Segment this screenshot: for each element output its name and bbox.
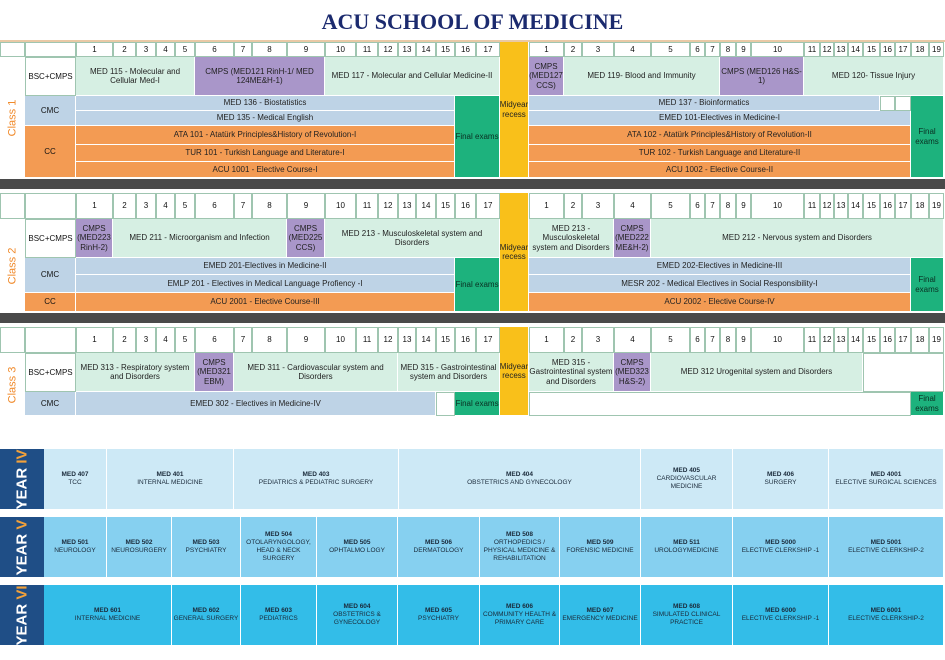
class3-blank-label (0, 327, 25, 353)
class3-week-number: 7 (705, 327, 720, 353)
class1-week-number: 5 (175, 42, 195, 57)
class1-week-number: 4 (156, 42, 175, 57)
class3-week-number: 1 (529, 327, 564, 353)
class1-week-number: 1 (76, 42, 113, 57)
rotation-cell (480, 585, 560, 645)
rotation-code: MED 506 (424, 538, 453, 546)
rotation-cell (44, 585, 172, 645)
rotation-cell (107, 449, 234, 509)
rotation-name: ELECTIVE CLERKSHIP-2 (848, 547, 924, 554)
class3-med311: MED 311 - Cardiovascular system and Disorders (234, 353, 398, 392)
year-label-text (14, 519, 31, 575)
class1-week-number: 13 (398, 42, 416, 57)
class2-week-number: 4 (156, 193, 175, 219)
class2-label-text: Class 2 (6, 247, 18, 284)
rotation-name: ELECTIVE CLERKSHIP -1 (741, 547, 820, 554)
class1-week-number: 16 (880, 42, 895, 57)
class3-week-number: 8 (252, 327, 287, 353)
class1-week-number: 10 (751, 42, 804, 57)
rotation-code: MED 505 (343, 538, 371, 546)
class3-week-number: 8 (720, 327, 736, 353)
class2-week-number: 10 (751, 193, 804, 219)
class1-med137: MED 137 - Bioinformatics (529, 96, 880, 111)
class3-blank-bsc (863, 353, 944, 392)
class2-med213a: MED 213 - Musculoskeletal system and Disorders (325, 219, 500, 258)
class1-week-number: 17 (476, 42, 500, 57)
class1-week-number: 7 (234, 42, 252, 57)
class3-week-number: 3 (136, 327, 156, 353)
class3-week-number: 17 (895, 327, 911, 353)
year-label-text (14, 449, 31, 509)
class1-acu1001: ACU 1001 - Elective Course-I (76, 162, 455, 178)
rotation-code: MED 4001 (870, 470, 902, 478)
class1-cmps-3: CMPS (MED126 H&S-1) (720, 57, 804, 96)
class2-row-cmc: CMC (25, 258, 76, 293)
class3-week-number: 2 (113, 327, 136, 353)
rotation-code: MED 504 (264, 530, 293, 538)
class3-week-number: 6 (690, 327, 705, 353)
class2-cmps-1: CMPS (MED223 RinH-2) (76, 219, 113, 258)
class1-week-number: 6 (690, 42, 705, 57)
rotation-code: MED 602 (192, 606, 220, 614)
class2-week-number: 5 (175, 193, 195, 219)
class1-row-cc: CC (25, 126, 76, 178)
class2-acu2001: ACU 2001 - Elective Course-III (76, 293, 455, 312)
class3-emed302: EMED 302 - Electives in Medicine-IV (76, 392, 436, 416)
class3-med315b: MED 315 - Gastrointestinal system and Disorders (529, 353, 614, 392)
class2-week-number: 1 (529, 193, 564, 219)
class2-final-2: Final exams (911, 258, 944, 312)
rotation-name: OBSTETRICS & GYNECOLOGY (333, 610, 381, 627)
class3-week-number: 15 (863, 327, 880, 353)
rotation-name: ELECTIVE CLERKSHIP -1 (741, 615, 820, 622)
rotation-name: PEDIATRICS (259, 615, 298, 622)
rotation-code: MED 5000 (765, 538, 796, 546)
rotation-cell (641, 585, 733, 645)
rotation-name: INTERNAL MEDICINE (137, 479, 203, 486)
class1-week-number: 7 (705, 42, 720, 57)
rotation-code: MED 5001 (870, 538, 902, 546)
year-word: YEAR (13, 463, 31, 510)
class1-final-2: Final exams (911, 96, 944, 178)
class2-week-number: 17 (895, 193, 911, 219)
class2-week-number: 17 (476, 193, 500, 219)
year-word: YEAR (13, 529, 31, 575)
rotation-cell (172, 517, 241, 577)
rotation-name: OTOLARYNGOLOGY, HEAD & NECK SURGERY (246, 538, 311, 563)
rotation-cell (234, 449, 399, 509)
class3-week-number: 12 (820, 327, 834, 353)
rotation-code: MED 407 (61, 470, 89, 478)
class1-med119: MED 119- Blood and Immunity (564, 57, 720, 96)
class1-emed101: EMED 101-Electives in Medicine-I (529, 111, 911, 126)
class3-cmps-1: CMPS (MED321 EBM) (195, 353, 234, 392)
class1-row-bsc: BSC+CMPS (25, 57, 76, 96)
rotation-cell (44, 517, 107, 577)
rotation-code: MED 404 (505, 470, 534, 478)
class2-final-1: Final exams (455, 258, 500, 312)
rotation-cell (829, 449, 944, 509)
rotation-name: OBSTETRICS AND GYNECOLOGY (467, 479, 572, 486)
class1-week-number: 15 (863, 42, 880, 57)
class1-blank-2 (895, 96, 911, 111)
rotation-cell (317, 517, 398, 577)
class1-week-number: 12 (820, 42, 834, 57)
rotation-cell (641, 449, 733, 509)
class2-week-number: 14 (416, 193, 436, 219)
class3-week-number: 6 (195, 327, 234, 353)
class2-week-number: 11 (804, 193, 820, 219)
year-label-text (14, 585, 31, 645)
class1-med117: MED 117 - Molecular and Cellular Medicine-II (325, 57, 500, 96)
rotation-name: PSYCHIATRY (418, 615, 459, 622)
rotation-name: SIMULATED CLINICAL PRACTICE (652, 610, 721, 627)
class3-week-number: 16 (880, 327, 895, 353)
class3-row-bsc: BSC+CMPS (25, 353, 76, 392)
class3-row-cmc: CMC (25, 392, 76, 416)
class3-blank-cmc (436, 392, 455, 416)
class2-med212: MED 212 - Nervous system and Disorders (651, 219, 944, 258)
class2-week-number: 5 (651, 193, 690, 219)
class3-week-number: 13 (834, 327, 848, 353)
class1-week-number: 13 (834, 42, 848, 57)
class3-week-number: 12 (378, 327, 398, 353)
class1-label (0, 57, 24, 178)
rotation-name: SURGERY (764, 479, 797, 486)
class3-med313: MED 313 - Respiratory system and Disorders (76, 353, 195, 392)
rotation-code: MED 508 (505, 530, 534, 538)
class3-week-number: 14 (416, 327, 436, 353)
rotation-code: MED 406 (766, 470, 795, 478)
rotation-code: MED 503 (192, 538, 220, 546)
class3-week-number: 2 (564, 327, 582, 353)
class3-label-text: Class 3 (6, 366, 18, 403)
rotation-cell (560, 585, 641, 645)
rotation-cell (480, 517, 560, 577)
class3-week-number: 18 (911, 327, 929, 353)
rotation-cell (641, 517, 733, 577)
class2-row-bsc: BSC+CMPS (25, 219, 76, 258)
class1-week-number: 9 (736, 42, 751, 57)
class1-week-number: 18 (911, 42, 929, 57)
rotation-code: MED 6000 (765, 606, 796, 614)
class1-week-number: 11 (356, 42, 378, 57)
rotation-name: EMERGENCY MEDICINE (562, 615, 638, 622)
class2-week-number: 16 (455, 193, 476, 219)
class1-tur102: TUR 102 - Turkish Language and Literature-II (529, 145, 911, 162)
rotation-name: CARDIOVASCULAR MEDICINE (656, 474, 717, 491)
class2-emed201: EMED 201-Electives in Medicine-II (76, 258, 455, 275)
class1-week-number: 14 (416, 42, 436, 57)
class3-label (0, 353, 24, 416)
class1-cmps-2: CMPS (MED127 CCS) (529, 57, 564, 96)
class2-week-number: 6 (690, 193, 705, 219)
class2-cmps-3: CMPS (MED222 ME&H-2) (614, 219, 651, 258)
rotation-name: INTERNAL MEDICINE (74, 615, 141, 622)
rotation-cell (733, 517, 829, 577)
class1-week-number: 14 (848, 42, 863, 57)
class2-week-number: 6 (195, 193, 234, 219)
class3-week-number: 9 (287, 327, 325, 353)
class1-week-number: 16 (455, 42, 476, 57)
rotation-code: MED 501 (61, 538, 89, 546)
year-roman: VI (13, 584, 31, 600)
class3-week-number: 15 (436, 327, 455, 353)
class1-med136: MED 136 - Biostatistics (76, 96, 455, 111)
class1-week-number: 6 (195, 42, 234, 57)
class3-med312: MED 312 Urogenital system and Disorders (651, 353, 863, 392)
class1-week-number: 1 (529, 42, 564, 57)
class3-cmps-2: CMPS (MED323 H&S-2) (614, 353, 651, 392)
rotation-code: MED 401 (156, 470, 184, 478)
class3-final-1: Final exams (455, 392, 500, 416)
class2-week-number: 3 (582, 193, 614, 219)
class1-row-cmc: CMC (25, 96, 76, 126)
rotation-cell (398, 517, 480, 577)
class1-med120: MED 120- Tissue Injury (804, 57, 944, 96)
rotation-name: OPHTALMO LOGY (329, 547, 385, 554)
class3-week-number: 16 (455, 327, 476, 353)
class1-label-text: Class 1 (6, 99, 18, 136)
class2-week-number: 16 (880, 193, 895, 219)
rotation-code: MED 604 (343, 602, 371, 610)
section-separator (0, 313, 945, 323)
rotation-cell (241, 585, 317, 645)
class1-cmps-1: CMPS (MED121 RinH-1/ MED 124ME&H-1) (195, 57, 325, 96)
rotation-cell (829, 585, 944, 645)
class3-week-number: 11 (804, 327, 820, 353)
class2-week-number: 12 (820, 193, 834, 219)
rotation-name: ORTHOPEDICS / PHYSICAL MEDICINE & REHABILITATION (483, 538, 556, 563)
class2-blank-label (0, 193, 25, 219)
rotation-code: MED 608 (672, 602, 701, 610)
rotation-code: MED 607 (586, 606, 614, 614)
class2-emlp201: EMLP 201 - Electives in Medical Language Profiency -I (76, 275, 455, 293)
class1-week-number: 4 (614, 42, 651, 57)
year-word: YEAR (13, 599, 31, 646)
class1-week-number: 12 (378, 42, 398, 57)
rotation-cell (560, 517, 641, 577)
class1-week-number: 15 (436, 42, 455, 57)
rotation-name: NEUROLOGY (54, 547, 96, 554)
rotation-name: PSYCHIATRY (185, 547, 227, 554)
rotation-name: PEDIATRICS & PEDIATRIC SURGERY (258, 479, 374, 486)
class2-med213b: MED 213 - Musculoskeletal system and Disorders (529, 219, 614, 258)
rotation-cell (107, 517, 172, 577)
year-roman: V (13, 519, 31, 530)
class1-med135: MED 135 - Medical English (76, 111, 455, 126)
class1-med115: MED 115 - Molecular and Cellular Med-I (76, 57, 195, 96)
section-separator (0, 179, 945, 189)
class3-week-number: 4 (156, 327, 175, 353)
class2-row-cc: CC (25, 293, 76, 312)
class1-ata102: ATA 102 - Atatürk Principles&History of Revolution-II (529, 126, 911, 145)
rotation-name: COMMUNITY HEALTH & PRIMARY CARE (482, 610, 557, 627)
class2-week-number: 2 (564, 193, 582, 219)
rotation-code: MED 603 (264, 606, 293, 614)
rotation-cell (172, 585, 241, 645)
class3-blank-type (25, 327, 76, 353)
class3-week-number: 5 (651, 327, 690, 353)
class3-week-number: 4 (614, 327, 651, 353)
class1-week-number: 11 (804, 42, 820, 57)
class2-week-number: 12 (378, 193, 398, 219)
rotation-name: ELECTIVE CLERKSHIP-2 (848, 615, 924, 622)
class2-midyear-recess: Midyear recess (500, 193, 529, 312)
rotation-name: ELECTIVE SURGICAL SCIENCES (835, 479, 937, 486)
class2-week-number: 11 (356, 193, 378, 219)
class2-med211: MED 211 - Microorganism and Infection (113, 219, 287, 258)
class3-week-number: 19 (929, 327, 944, 353)
class2-week-number: 13 (834, 193, 848, 219)
class2-acu2002: ACU 2002 - Elective Course-IV (529, 293, 911, 312)
class1-week-number: 5 (651, 42, 690, 57)
class1-week-number: 8 (720, 42, 736, 57)
year-roman: IV (13, 448, 31, 464)
rotation-name: UROLOGYMEDICINE (654, 547, 719, 554)
class1-week-number: 9 (287, 42, 325, 57)
class1-week-number: 2 (113, 42, 136, 57)
rotation-cell (733, 585, 829, 645)
class1-final-1: Final exams (455, 96, 500, 178)
class3-week-number: 11 (356, 327, 378, 353)
class3-week-number: 7 (234, 327, 252, 353)
class2-week-number: 14 (848, 193, 863, 219)
class2-week-number: 19 (929, 193, 944, 219)
class1-tur101: TUR 101 - Turkish Language and Literature-I (76, 145, 455, 162)
rotation-name: FORENSIC MEDICINE (566, 547, 634, 554)
rotation-name: DERMATOLOGY (413, 547, 464, 554)
rotation-code: MED 601 (93, 606, 122, 614)
class1-week-number: 3 (582, 42, 614, 57)
class3-week-number: 10 (751, 327, 804, 353)
year-label (0, 449, 44, 509)
rotation-name: TCC (68, 479, 82, 486)
class2-week-number: 9 (287, 193, 325, 219)
class3-week-number: 1 (76, 327, 113, 353)
class1-week-number: 2 (564, 42, 582, 57)
year-label (0, 517, 44, 577)
class2-week-number: 15 (436, 193, 455, 219)
class3-week-number: 3 (582, 327, 614, 353)
class2-week-number: 7 (234, 193, 252, 219)
class1-week-number: 3 (136, 42, 156, 57)
rotation-code: MED 509 (586, 538, 614, 546)
class3-week-number: 10 (325, 327, 356, 353)
class3-final-2: Final exams (911, 392, 944, 416)
rotation-code: MED 606 (505, 602, 534, 610)
rotation-cell (317, 585, 398, 645)
class2-label (0, 219, 24, 312)
rotation-code: MED 502 (125, 538, 153, 546)
rotation-name: GENERAL SURGERY (173, 615, 239, 622)
class3-week-number: 5 (175, 327, 195, 353)
class1-acu1002: ACU 1002 - Elective Course-II (529, 162, 911, 178)
class1-blank-label (0, 42, 25, 57)
class2-week-number: 8 (252, 193, 287, 219)
class3-midyear-recess: Midyear recess (500, 327, 529, 416)
class1-week-number: 19 (929, 42, 944, 57)
class2-blank-type (25, 193, 76, 219)
year-label (0, 585, 44, 645)
class1-ata101: ATA 101 - Atatürk Principles&History of Revolution-I (76, 126, 455, 145)
rotation-code: MED 405 (672, 466, 701, 474)
class1-blank-1 (880, 96, 895, 111)
class2-cmps-2: CMPS (MED225 CCS) (287, 219, 325, 258)
class2-week-number: 13 (398, 193, 416, 219)
rotation-cell (399, 449, 641, 509)
class2-emed202: EMED 202-Electives in Medicine-III (529, 258, 911, 275)
class1-midyear-recess: Midyear recess (500, 42, 529, 178)
rotation-code: MED 511 (673, 538, 700, 546)
rotation-cell (241, 517, 317, 577)
class2-mesr202: MESR 202 - Medical Electives in Social Responsibility-I (529, 275, 911, 293)
rotation-code: MED 403 (302, 470, 330, 478)
class3-week-number: 9 (736, 327, 751, 353)
rotation-code: MED 6001 (870, 606, 902, 614)
class2-week-number: 15 (863, 193, 880, 219)
class2-week-number: 9 (736, 193, 751, 219)
class1-week-number: 17 (895, 42, 911, 57)
class1-week-number: 10 (325, 42, 356, 57)
class2-week-number: 10 (325, 193, 356, 219)
class2-week-number: 7 (705, 193, 720, 219)
class3-week-number: 13 (398, 327, 416, 353)
class3-week-number: 14 (848, 327, 863, 353)
rotation-cell (44, 449, 107, 509)
class2-week-number: 8 (720, 193, 736, 219)
class2-week-number: 18 (911, 193, 929, 219)
class3-med315a: MED 315 - Gastrointestinal system and Disorders (398, 353, 500, 392)
class1-blank-type (25, 42, 76, 57)
rotation-name: NEUROSURGERY (111, 547, 167, 554)
rotation-cell (733, 449, 829, 509)
class2-week-number: 4 (614, 193, 651, 219)
class3-week-number: 17 (476, 327, 500, 353)
rotation-cell (398, 585, 480, 645)
rotation-code: MED 605 (424, 606, 453, 614)
page-title: ACU SCHOOL OF MEDICINE (321, 9, 624, 34)
class2-week-number: 2 (113, 193, 136, 219)
class2-week-number: 3 (136, 193, 156, 219)
class3-blank-cmc-2 (529, 392, 911, 416)
class2-week-number: 1 (76, 193, 113, 219)
class1-week-number: 8 (252, 42, 287, 57)
rotation-cell (829, 517, 944, 577)
